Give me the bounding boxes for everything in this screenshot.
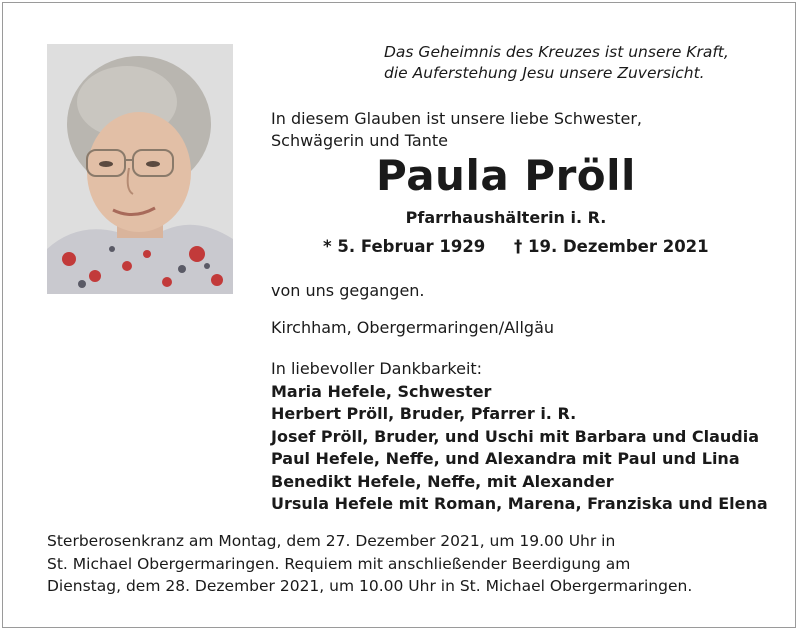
- intro-line-2: Schwägerin und Tante: [271, 131, 448, 150]
- birth-date: * 5. Februar 1929: [323, 237, 486, 256]
- mourners-section: [271, 358, 768, 516]
- portrait-photo: [47, 44, 233, 294]
- deceased-name: Paula Pröll: [376, 151, 636, 200]
- service-line-3: Dienstag, dem 28. Dezember 2021, um 10.00 Uhr in St. Michael Obergermaringen.: [47, 577, 693, 595]
- motto-line-1: Das Geheimnis des Kreuzes ist unsere Kraft,: [384, 43, 729, 61]
- mourner-item: Paul Hefele, Neffe, und Alexandra mit Paul und Lina: [271, 449, 740, 468]
- service-line-2: St. Michael Obergermaringen. Requiem mit anschließender Beerdigung am: [47, 554, 631, 573]
- mourner-item: Maria Hefele, Schwester: [271, 381, 492, 401]
- mourner-item: Herbert Pröll, Bruder, Pfarrer i. R.: [271, 404, 577, 423]
- intro-text: [271, 108, 642, 152]
- thanks-label: In liebevoller Dankbarkeit:: [271, 359, 483, 378]
- service-details: [47, 530, 692, 598]
- passed-away-text: von uns gegangen.: [271, 281, 425, 300]
- intro-line-1: In diesem Glauben ist unsere liebe Schwester,: [271, 109, 642, 128]
- mourner-item: Josef Pröll, Bruder, und Uschi mit Barbara und Claudia: [271, 426, 760, 446]
- death-date: † 19. Dezember 2021: [514, 237, 709, 256]
- motto-line-2: die Auferstehung Jesu unsere Zuversicht.: [384, 64, 705, 82]
- mourner-item: Ursula Hefele mit Roman, Marena, Franziska und Elena: [271, 494, 768, 513]
- mourners-list: [271, 381, 768, 516]
- deceased-role: Pfarrhaushälterin i. R.: [405, 208, 607, 227]
- motto: [384, 42, 729, 84]
- place-text: Kirchham, Obergermaringen/Allgäu: [271, 318, 555, 337]
- service-line-1: Sterberosenkranz am Montag, dem 27. Dezember 2021, um 19.00 Uhr in: [47, 532, 616, 550]
- mourner-item: Benedikt Hefele, Neffe, mit Alexander: [271, 471, 614, 491]
